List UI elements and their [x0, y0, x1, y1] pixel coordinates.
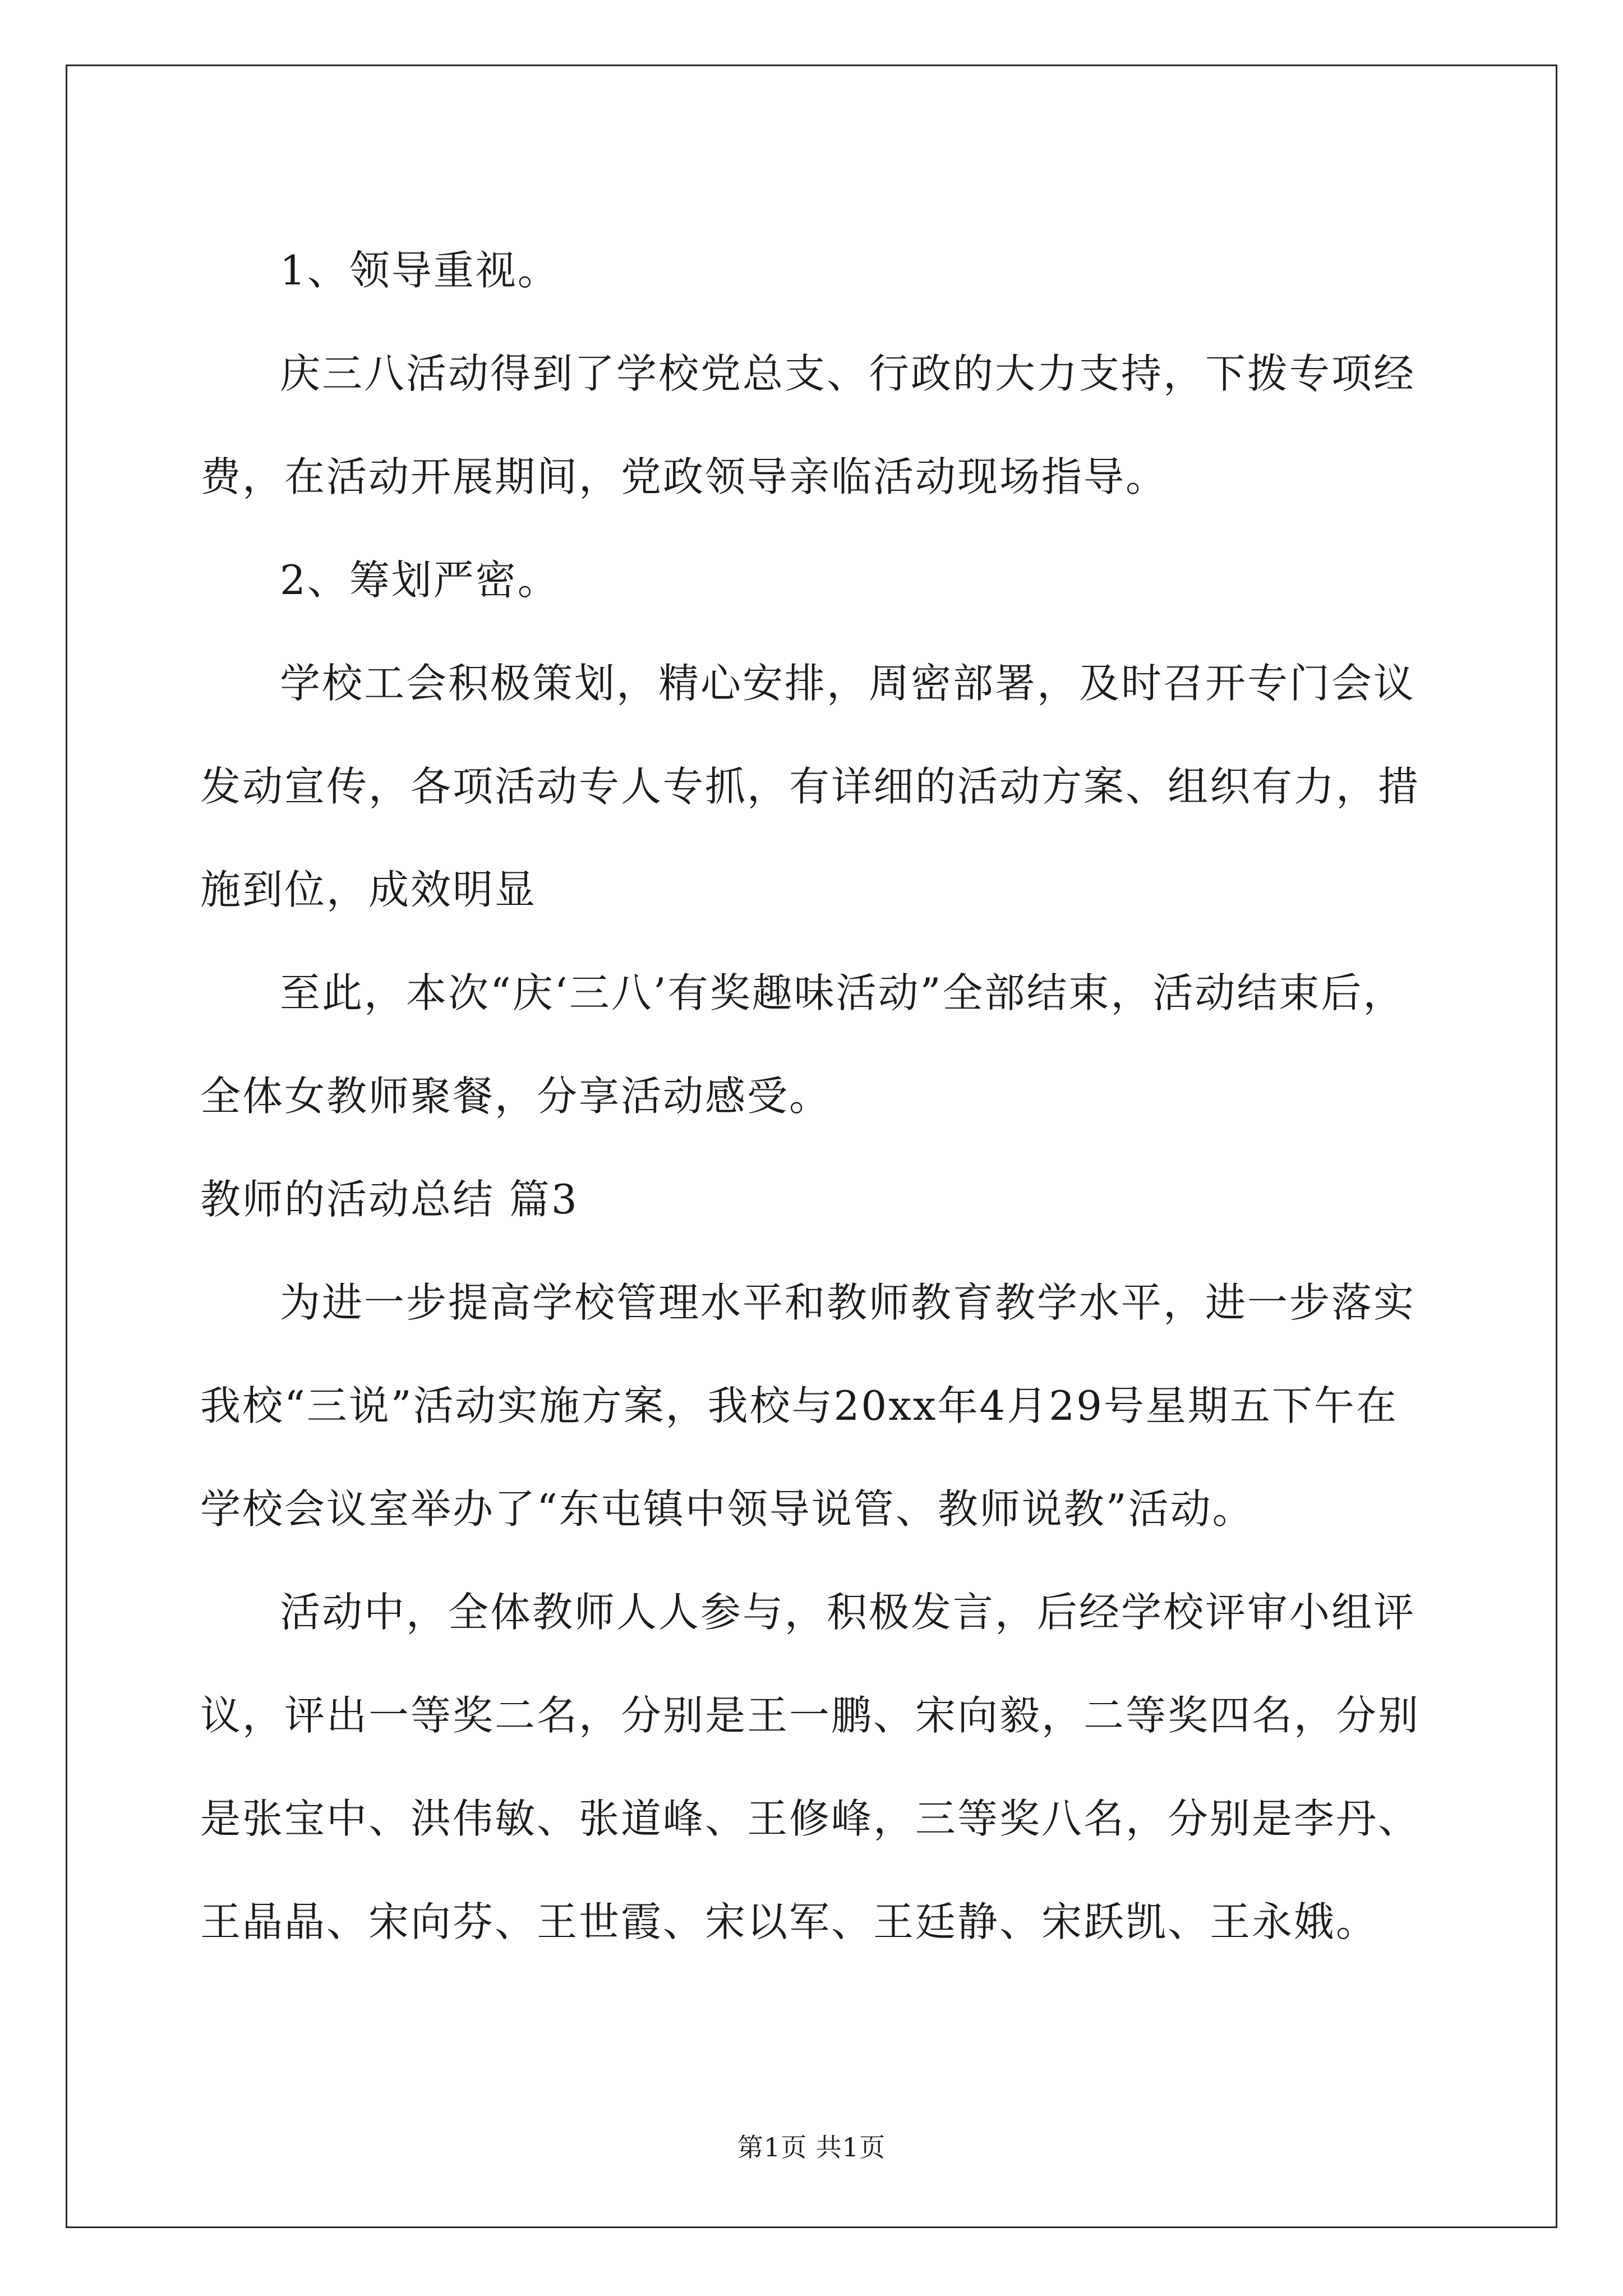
- document-body: [200, 219, 1434, 1973]
- section-heading: 教师的活动总结 篇3: [200, 1176, 579, 1223]
- paragraph: 为进一步提高学校管理水平和教师教育教学水平，进一步落实我校“三说”活动实施方案，我校与20xx年4月29号星期五下午在学校会议室举办了“东屯镇中领导说管、教师说教”活动。: [200, 1279, 1416, 1533]
- paragraph: 至此，本次“庆‘三八’有奖趣味活动”全部结束，活动结束后，全体女教师聚餐，分享活动感受。: [200, 969, 1405, 1120]
- paragraph: 学校工会积极策划，精心安排，周密部署，及时召开专门会议发动宣传，各项活动专人专抓，有详细的活动方案、组织有力，措施到位，成效明显: [200, 660, 1421, 913]
- paragraph: 1、领导重视。: [280, 247, 560, 294]
- paragraph: 2、筹划严密。: [280, 556, 560, 604]
- page-footer: 第1页 共1页: [737, 2132, 886, 2162]
- paragraph: 活动中，全体教师人人参与，积极发言，后经学校评审小组评议，评出一等奖二名，分别是王一鹏、宋向毅，二等奖四名，分别是张宝中、洪伟敏、张道峰、王修峰，三等奖八名，分别是李丹、王晶晶、宋向芬、王世霞、宋以军、王廷静、宋跃凯、王永娥。: [200, 1589, 1421, 1945]
- paragraph: 庆三八活动得到了学校党总支、行政的大力支持，下拨专项经费，在活动开展期间，党政领导亲临活动现场指导。: [200, 350, 1416, 500]
